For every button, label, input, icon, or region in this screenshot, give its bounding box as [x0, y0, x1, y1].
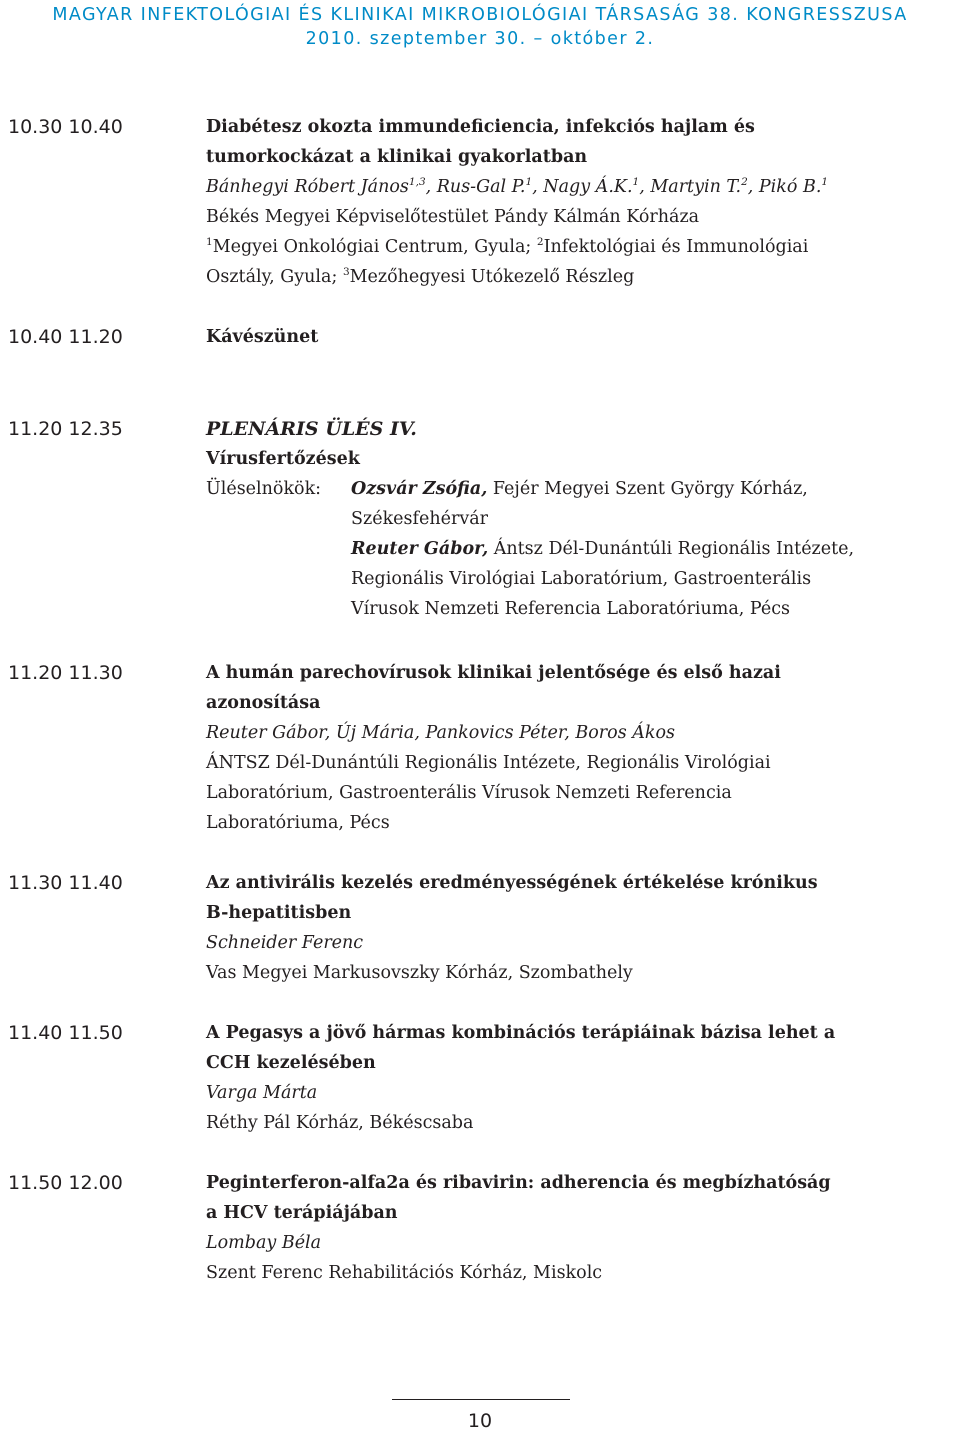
talk-institution: Békés Megyei Képviselőtestület Pándy Kálmán Kórháza	[206, 207, 700, 227]
chair-entry: Reuter Gábor, Ántsz Dél-Dunántúli Regionális Intézete,	[351, 539, 855, 559]
plenary-time: 11.20 12.35	[8, 418, 123, 440]
talk-time: 11.40 11.50	[8, 1022, 123, 1044]
talk-entry	[206, 1168, 946, 1288]
footer-rule	[392, 1399, 570, 1400]
talk-authors: Bánhegyi Róbert János$^{1,3}$, Rus-Gal P.$^1$, Nagy Á.K.$^1$, Martyin T.$^2$, Pikó B.$^1$	[206, 176, 829, 197]
chair-affiliation-line: Székesfehérvár	[351, 509, 489, 529]
chair-affiliation-line: Regionális Virológiai Laboratórium, Gastroenterális	[351, 569, 812, 589]
running-header-society: MAGYAR INFEKTOLÓGIAI ÉS KLINIKAI MIKROBIOLÓGIAI TÁRSASÁG 38. KONGRESSZUSA	[52, 5, 908, 25]
plenary-title: PLENÁRIS ÜLÉS IV.	[206, 418, 417, 440]
page-number: 10	[467, 1410, 493, 1432]
chair-name: Ozsvár Zsófia,	[351, 479, 488, 499]
talk-title-line: Peginterferon-alfa2a és ribavirin: adherencia és megbízhatóság	[206, 1173, 831, 1193]
talk-entry	[206, 1018, 946, 1138]
session-entry	[206, 112, 946, 292]
talk-affiliation-line: Szent Ferenc Rehabilitációs Kórház, Miskolc	[206, 1263, 603, 1283]
talk-title-line: a HCV terápiájában	[206, 1203, 398, 1223]
talk-title-line: A humán parechovírusok klinikai jelentősége és első hazai	[206, 663, 781, 683]
talk-authors: Varga Márta	[206, 1083, 318, 1103]
talk-affiliation-line: Laboratóriuma, Pécs	[206, 813, 390, 833]
talk-affiliation-line: Laboratórium, Gastroenterális Vírusok Nemzeti Referencia	[206, 783, 732, 803]
talk-title-line: tumorkockázat a klinikai gyakorlatban	[206, 147, 588, 167]
talk-authors: Reuter Gábor, Új Mária, Pankovics Péter, Boros Ákos	[206, 723, 676, 743]
break-time: 10.40 11.20	[8, 326, 123, 348]
talk-time: 11.50 12.00	[8, 1172, 123, 1194]
chair-name: Reuter Gábor,	[351, 539, 489, 559]
talk-authors: Lombay Béla	[206, 1233, 322, 1253]
talk-time: 11.30 11.40	[8, 872, 123, 894]
talk-title-line: Az antivirális kezelés eredményességének értékelése krónikus	[206, 873, 818, 893]
session-time: 10.30 10.40	[8, 116, 123, 138]
break-label: Kávészünet	[206, 327, 319, 347]
plenary-subtitle: Vírusfertőzések	[206, 449, 360, 469]
talk-title-line: A Pegasys a jövő hármas kombinációs terápiáinak bázisa lehet a	[206, 1023, 836, 1043]
talk-affiliation-line: Osztály, Gyula; $^3$Mezőhegyesi Utókezelő Részleg	[206, 266, 635, 287]
talk-title-line: CCH kezelésében	[206, 1053, 376, 1073]
talk-time: 11.20 11.30	[8, 662, 123, 684]
chair-affiliation-line: Vírusok Nemzeti Referencia Laboratóriuma, Pécs	[351, 599, 791, 619]
talk-affiliation-line: ÁNTSZ Dél-Dunántúli Regionális Intézete, Regionális Virológiai	[206, 753, 771, 773]
talk-affiliation-line: Réthy Pál Kórház, Békéscsaba	[206, 1113, 474, 1133]
chairs-label: Üléselnökök:	[206, 479, 322, 499]
plenary-entry	[206, 414, 946, 624]
chair-entry: Ozsvár Zsófia, Fejér Megyei Szent György Kórház,	[351, 479, 808, 499]
talk-title-line: Diabétesz okozta immundeficiencia, infekciós hajlam és	[206, 117, 755, 137]
running-header-dates: 2010. szeptember 30. – október 2.	[305, 29, 655, 49]
break-entry	[206, 322, 946, 352]
chairs-list	[351, 474, 951, 624]
talk-entry	[206, 658, 946, 838]
talk-title-line: B-hepatitisben	[206, 903, 352, 923]
talk-authors: Schneider Ferenc	[206, 933, 364, 953]
talk-title-line: azonosítása	[206, 693, 321, 713]
talk-entry	[206, 868, 946, 988]
talk-affiliation-line: $^1$Megyei Onkológiai Centrum, Gyula; $^2$Infektológiai és Immunológiai	[206, 236, 809, 257]
talk-affiliation-line: Vas Megyei Markusovszky Kórház, Szombathely	[206, 963, 633, 983]
